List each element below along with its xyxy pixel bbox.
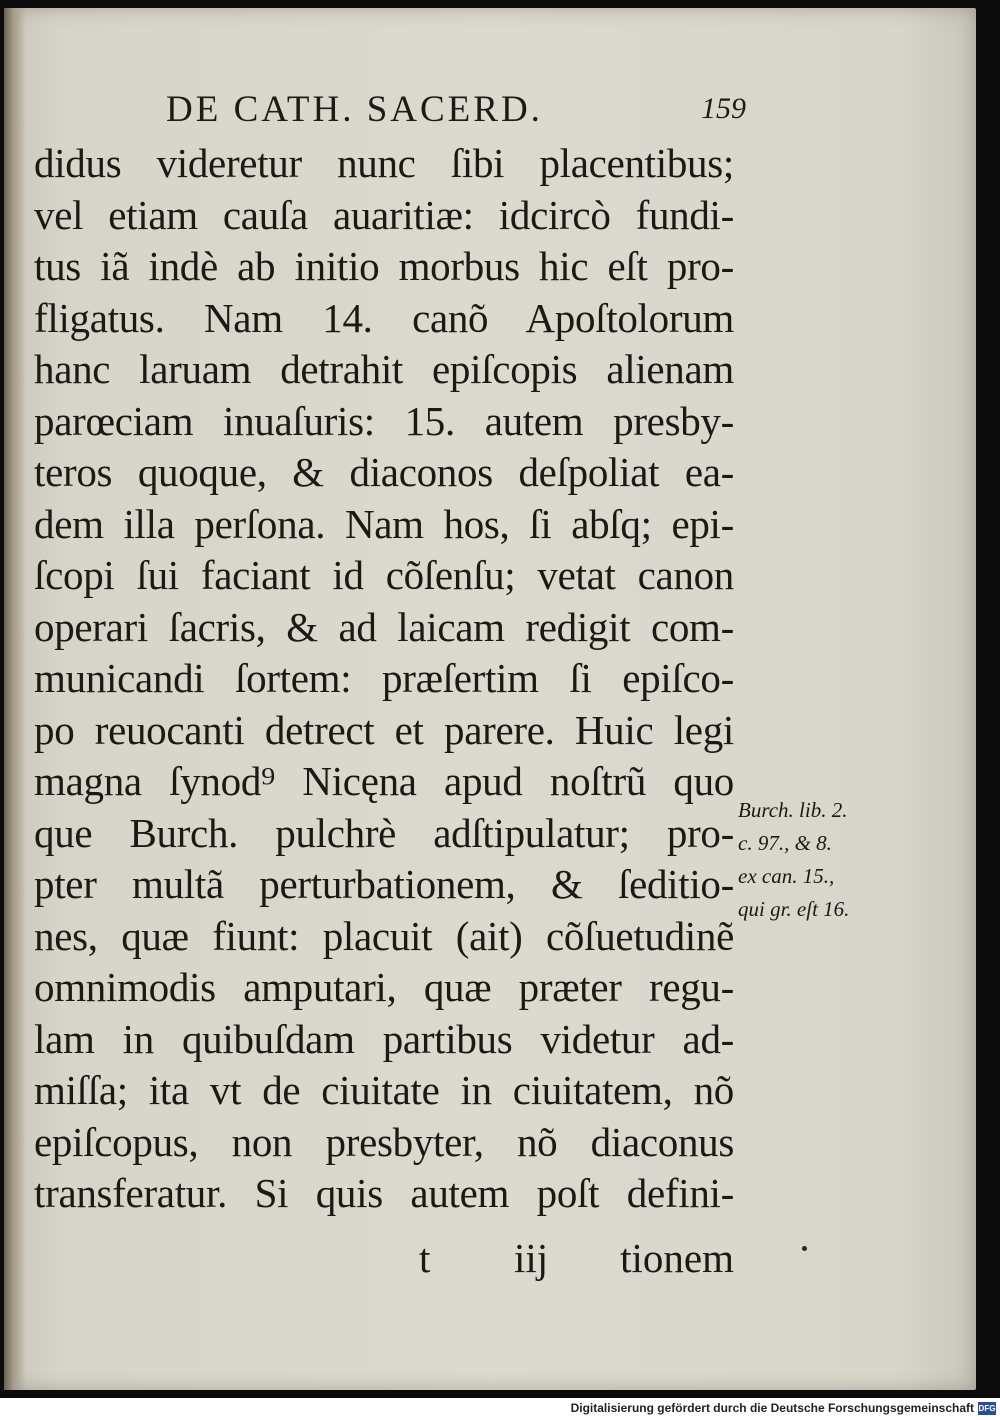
- catchword-line: [34, 1234, 734, 1284]
- text-line: didus videretur nunc ſibi placentibus;: [34, 140, 734, 186]
- page-number: 159: [701, 92, 746, 125]
- text-line: que Burch. pulchrè adſtipulatur; pro-: [34, 809, 734, 856]
- running-head: DE CATH. SACERD.: [166, 89, 543, 130]
- text-line: municandi ſortem: præſertim ſi epiſco-: [34, 655, 734, 701]
- margin-note-line: ex can. 15.,: [738, 864, 835, 888]
- book-page: [4, 8, 976, 1390]
- text-line: tus iã indè ab initio morbus hic eſt pro-: [34, 243, 734, 289]
- text-line: magna ſynod⁹ Nicęna apud noſtrũ quo: [34, 758, 734, 804]
- margin-note-line: c. 97., & 8.: [738, 831, 832, 855]
- text-line: dem illa perſona. Nam hos, ſi abſq; epi-: [34, 500, 734, 547]
- digitization-footer: [0, 1398, 1000, 1420]
- signature-number: iij: [514, 1235, 549, 1281]
- text-line: vel etiam cauſa auaritiæ: idcircò fundi-: [34, 191, 734, 238]
- text-line: transferatur. Si quis autem poſt defini-: [34, 1170, 734, 1216]
- margin-note-line: qui gr. eſt 16.: [738, 897, 850, 921]
- text-line: fligatus. Nam 14. canõ Apoſtolorum: [34, 294, 734, 341]
- text-line: miſſa; ita vt de ciuitate in ciuitatem, nõ: [34, 1067, 734, 1113]
- ink-speck: [802, 1246, 807, 1251]
- text-line: pter multã perturbationem, & ſeditio-: [34, 861, 734, 907]
- margin-note-line: Burch. lib. 2.: [738, 798, 848, 822]
- dfg-logo-icon: DFG: [978, 1404, 996, 1413]
- text-line: hanc laruam detrahit epiſcopis alienam: [34, 346, 734, 392]
- text-line: ſcopi ſui faciant id cõſenſu; vetat canon: [34, 552, 734, 598]
- margin-note: [738, 794, 888, 926]
- text-line: epiſcopus, non presbyter, nõ diaconus: [34, 1118, 734, 1165]
- text-line: lam in quibuſdam partibus videtur ad-: [34, 1015, 734, 1062]
- text-line: nes, quæ fiunt: placuit (ait) cõſuetudinẽ: [34, 912, 734, 959]
- text-line: teros quoque, & diaconos deſpoliat ea-: [34, 449, 734, 495]
- footer-credit: Digitalisierung gefördert durch die Deutsche Forschungsgemeinschaft: [570, 1401, 974, 1415]
- signature-mark: t: [419, 1235, 431, 1281]
- page-header: [166, 88, 746, 134]
- page-gutter-shadow: [4, 8, 26, 1390]
- text-line: po reuocanti detrect et parere. Huic legi: [34, 706, 734, 753]
- text-line: omnimodis amputari, quæ præter regu-: [34, 964, 734, 1010]
- catchword: tionem: [620, 1235, 734, 1281]
- text-line: parœciam inuaſuris: 15. autem presby-: [34, 397, 734, 444]
- main-text-block: [34, 138, 734, 1220]
- text-line: operari ſacris, & ad laicam redigit com-: [34, 603, 734, 650]
